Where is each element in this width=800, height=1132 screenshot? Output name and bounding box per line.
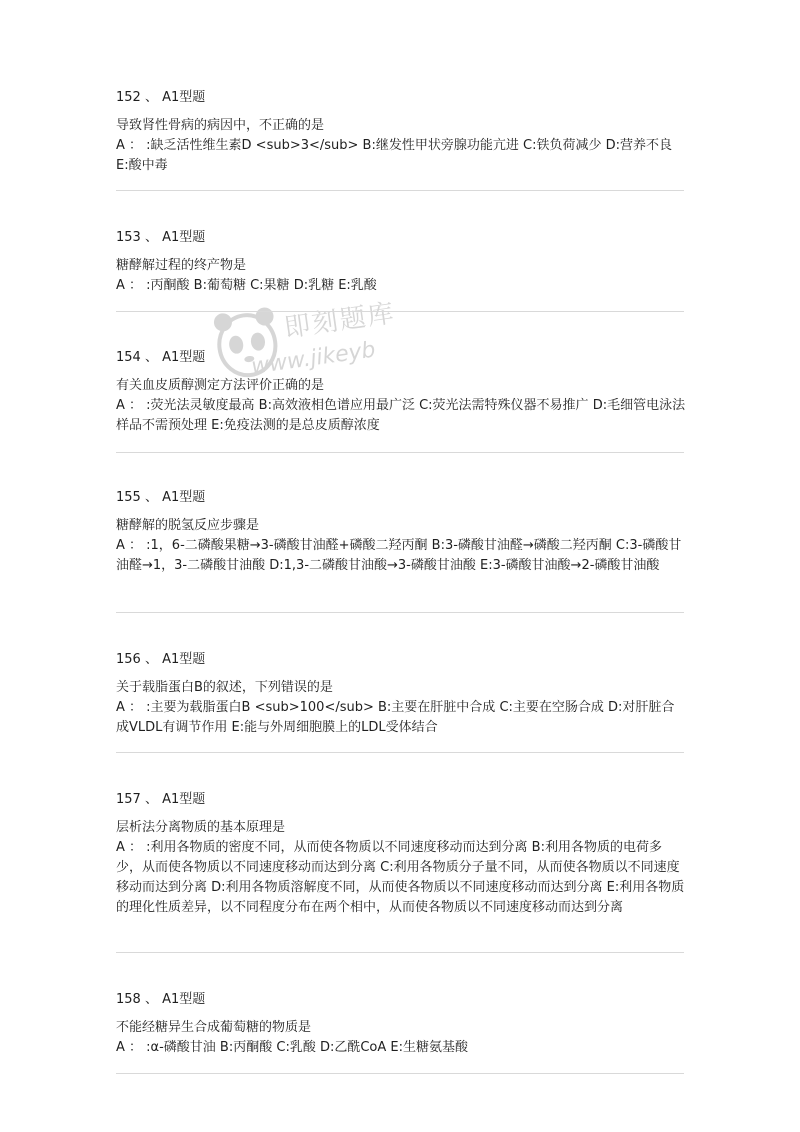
divider [116,952,684,953]
question-stem: 关于载脂蛋白B的叙述，下列错误的是 [116,680,333,695]
question-154 [116,348,686,436]
question-header: 156 、 A1型题 [116,652,206,667]
watermark-url: www.jikeyb [249,337,378,380]
question-header: 154 、 A1型题 [116,350,206,365]
divider [116,1073,684,1074]
divider [116,612,684,613]
question-157 [116,790,686,918]
question-156 [116,650,686,738]
question-stem: 层析法分离物质的基本原理是 [116,820,286,835]
question-158 [116,990,686,1058]
watermark-brand: 即刻题库 [282,298,398,344]
divider [116,311,684,312]
divider [116,452,684,453]
question-header: 155 、 A1型题 [116,490,206,505]
question-152 [116,88,686,176]
question-options: A ： :丙酮酸 B:葡萄糖 C:果糖 D:乳糖 E:乳酸 [116,278,377,293]
question-options: A ： :1，6-二磷酸果糖→3-磷酸甘油醛+磷酸二羟丙酮 B:3-磷酸甘油醛→磷酸二羟丙酮 C:3-磷酸甘油醛→1，3-二磷酸甘油酸 D:1,3-二磷酸甘油酸→3-磷酸甘油酸 E:3-磷酸甘油酸→2-磷酸甘油酸 [116,538,682,573]
divider [116,752,684,753]
question-stem: 糖酵解的脱氢反应步骤是 [116,518,260,533]
question-stem: 导致肾性骨病的病因中，不正确的是 [116,118,325,133]
question-155 [116,488,686,576]
question-options: A ： :α-磷酸甘油 B:丙酮酸 C:乳酸 D:乙酰CoA E:生糖氨基酸 [116,1040,468,1055]
question-header: 157 、 A1型题 [116,792,206,807]
question-header: 152 、 A1型题 [116,90,206,105]
question-stem: 不能经糖异生合成葡萄糖的物质是 [116,1020,312,1035]
question-header: 158 、 A1型题 [116,992,206,1007]
question-options: A ： :利用各物质的密度不同，从而使各物质以不同速度移动而达到分离 B:利用各物质的电荷多少，从而使各物质以不同速度移动而达到分离 C:利用各物质分子量不同，从而使各物质以不同速度移动而达到分离 D:利用各物质溶解度不同，从而使各物质以不同速度移动而达到分离 E:利用各物质的理化性质差异，以不同程度分布在两个相中，从而使各物质以不同速度移动而达到分离 [116,840,685,915]
question-stem: 糖酵解过程的终产物是 [116,258,247,273]
question-options: A ： :缺乏活性维生素D <sub>3</sub> B:继发性甲状旁腺功能亢进 C:铁负荷减少 D:营养不良 E:酸中毒 [116,138,672,173]
divider [116,190,684,191]
question-options: A ： :荧光法灵敏度最高 B:高效液相色谱应用最广泛 C:荧光法需特殊仪器不易推广 D:毛细管电泳法样品不需预处理 E:免疫法测的是总皮质醇浓度 [116,398,686,433]
question-153 [116,228,686,296]
question-options: A ： :主要为载脂蛋白B <sub>100</sub> B:主要在肝脏中合成 C:主要在空肠合成 D:对肝脏合成VLDL有调节作用 E:能与外周细胞膜上的LDL受体结合 [116,700,675,735]
question-header: 153 、 A1型题 [116,230,206,245]
question-stem: 有关血皮质醇测定方法评价正确的是 [116,378,325,393]
